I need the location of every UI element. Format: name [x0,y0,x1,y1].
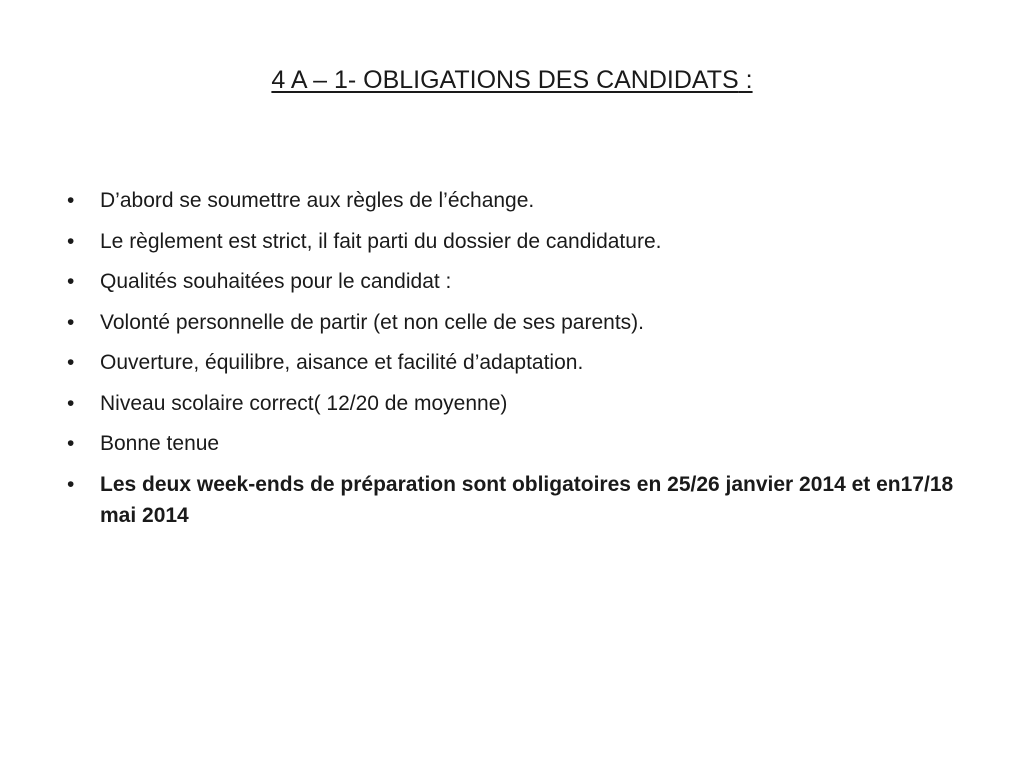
bullet-icon: • [67,270,75,293]
bullet-text-bold: Les deux week-ends de préparation sont obligatoires en 25/26 janvier 2014 et en17/18 mai 2014 [100,472,954,527]
bullet-icon: • [67,472,75,496]
bullet-text: Niveau scolaire correct( 12/20 de moyenne) [100,391,508,415]
bullet-text: Volonté personnelle de partir (et non celle de ses parents). [100,310,645,334]
bullet-item [60,185,960,216]
bullet-icon: • [67,391,75,415]
slide-title-text: 4 A – 1- OBLIGATIONS DES CANDIDATS [271,65,739,94]
bullet-icon: • [67,189,75,212]
slide-title [0,63,1024,97]
bullet-list [60,185,960,540]
bullet-icon: • [67,432,75,455]
bullet-item [60,266,960,297]
bullet-icon: • [67,229,75,253]
bullet-icon: • [67,310,75,334]
bullet-icon: • [67,351,75,374]
bullet-item [60,347,960,378]
bullet-text: D’abord se soumettre aux règles de l’échange. [100,189,535,212]
bullet-text: Le règlement est strict, il fait parti du dossier de candidature. [100,229,662,253]
bullet-text: Bonne tenue [100,432,220,455]
bullet-item [60,307,960,338]
bullet-text: Qualités souhaitées pour le candidat : [100,270,452,293]
bullet-item [60,428,960,459]
bullet-item [60,226,960,257]
bullet-item [60,388,960,419]
bullet-text: Ouverture, équilibre, aisance et facilité d’adaptation. [100,351,584,374]
bullet-item-emphasis [60,469,960,531]
slide-title-suffix: : [738,65,753,94]
